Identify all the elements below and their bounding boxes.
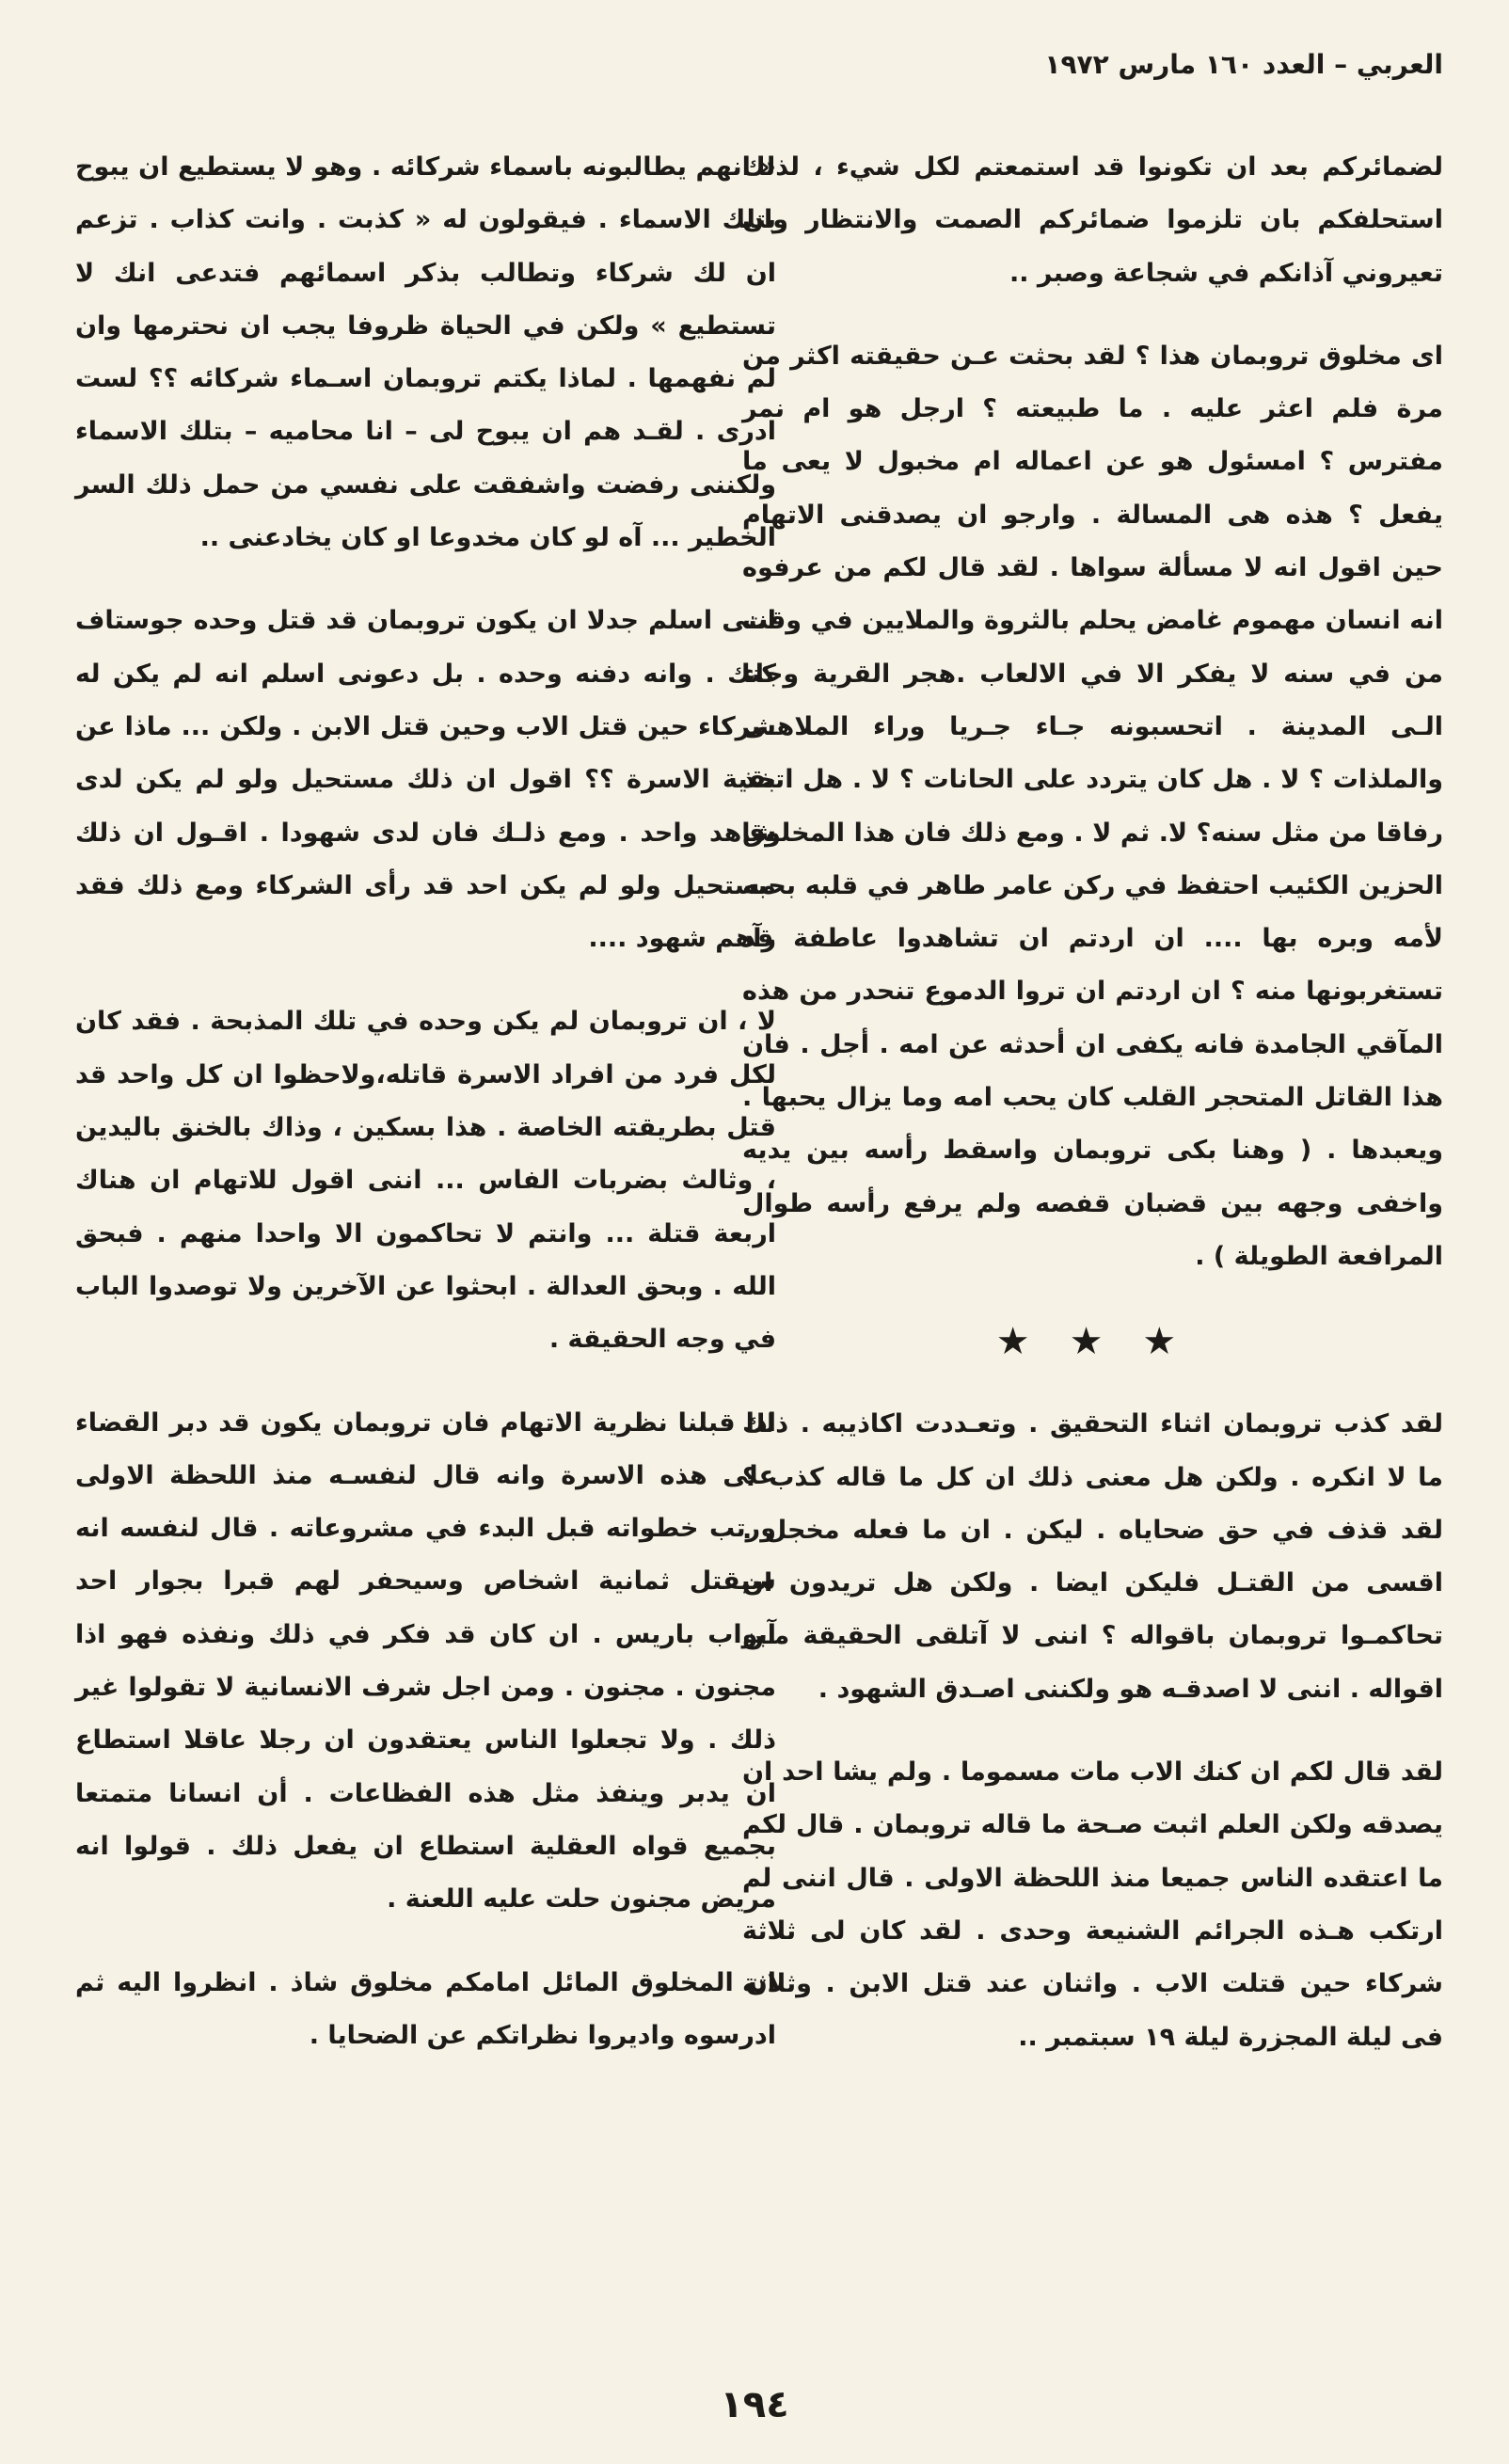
paragraph: لضمائركم بعد ان تكونوا قد استمعتم لكل شيء ، لذلك استحلفكم بان تلزموا ضمائركم الصمت والانتظار وان تعيروني آذانكم في شجاعة وصبر .. bbox=[742, 152, 1443, 288]
page-number: ١٩٤ bbox=[720, 2383, 789, 2426]
running-header: العربي – العدد ١٦٠ مارس ١٩٧٢ bbox=[1044, 49, 1443, 80]
paragraph: ان المخلوق المائل امامكم مخلوق شاذ . انظروا اليه ثم ادرسوه واديروا نظراتكم عن الضحايا . bbox=[75, 1967, 776, 2050]
paragraph: لقد قال لكم ان كنك الاب مات مسموما . ولم يشا احد ان يصدقه ولكن العلم اثبت صـحة ما قاله تروبمان . قال لكم ما اعتقده الناس جميعا منذ اللحظة الاولى . قال اننى لم ارتكب هـذه الجرائم الشنيعة وحدى . لقد كان لى ثلاثة شركاء حين قتلت الاب . واثنان عند قتل الابن . وثلاثة فى ليلة المجزرة ليلة ١٩ سبتمبر .. bbox=[742, 1757, 1443, 2052]
paragraph: اننى اسلم جدلا ان يكون تروبمان قد قتل وحده جوستاف كنك . وانه دفنه وحده . بل دعونى اسلم انه لم يكن له شركاء حين قتل الاب وحين قتل الابن . ولكن ... ماذا عن بقية الاسرة ؟؟ اقول ان ذلك مستحيل ولو لم يكن لدى شاهد واحد . ومع ذلـك فان لدى شهودا . اقـول ان ذلك مستحيل ولو لم يكن احد قد رأى الشركاء ومع ذلك فقد رآهم شهود .... bbox=[75, 606, 776, 954]
paragraph: اى مخلوق تروبمان هذا ؟ لقد بحثت عـن حقيقته اكثر من مرة فلم اعثر عليه . ما طبيعته ؟ ارجل هو ام نمر مفترس ؟ امسئول هو عن اعماله ام مخبول لا يعى ما يفعل ؟ هذه هى المسالة . وارجو ان يصدقنى الاتهام حين اقول انه لا مسألة سواها . لقد قال لكم من عرفوه انه انسان مهموم غامض يحلم بالثروة والملايين في وقت من في سنه لا يفكر الا في الالعاب .هجر القرية وجاء الـى المدينة . اتحسبونه جـاء جـريا وراء الملاهـى والملذات ؟ لا . هل كان يتردد على الحانات ؟ لا . هل اتخذ رفاقا من مثل سنه؟ لا. ثم لا . ومع ذلك فان هذا المخلوق الحزين الكئيب احتفظ في ركن عامر طاهر في قلبه بحبه لأمه وبره بها .... ان اردتم ان تشاهدوا عاطفة قد تستغربونها منه ؟ ان اردتم ان تروا الدموع تنحدر من هذه المآقي الجامدة فانه يكفى ان أحدثه عن امه . أجل . فان هذا القاتل المتحجر القلب كان يحب امه وما يزال يحبها . ويعبدها . ( وهنا بكى تروبمان واسقط رأسه بين يديه واخفى وجهه بين قضبان قفصه ولم يرفع رأسه طوال المرافعة الطويلة ) . bbox=[742, 341, 1443, 1271]
section-separator: ★ ★ ★ bbox=[995, 1320, 1190, 1364]
paragraph: لقد كذب تروبمان اثناء التحقيق . وتعـددت اكاذيبه . ذلك ما لا انكره . ولكن هل معنى ذلك ان كل ما قاله كذب ؟ لقد قذف في حق ضحاياه . ليكن . ان ما فعله مخجل . اقسى من القتـل فليكن ايضا . ولكن هل تريدون ان تحاكمـوا تروبمان باقواله ؟ اننى لا آتلقى الحقيقة مـن اقواله . اننى لا اصدقـه هو ولكننى اصـدق الشهود . bbox=[742, 1409, 1443, 1704]
paragraph: لا ، ان تروبمان لم يكن وحده في تلك المذبحة . فقد كان لكل فرد من افراد الاسرة قاتله،ولاحظوا ان كل واحد قد قتل بطريقته الخاصة . هذا بسكين ، وذاك بالخنق باليدين ، وثالث بضربات الفاس ... اننى اقول للاتهام ان هناك اربعة قتلة ... وانتم لا تحاكمون الا واحدا منهم . فبحق الله . وبحق العدالة . ابحثوا عن الآخرين ولا توصدوا الباب في وجه الحقيقة . bbox=[75, 1007, 776, 1355]
right-column bbox=[742, 141, 1443, 2094]
left-column bbox=[75, 141, 776, 2092]
paragraph: اذا قبلنا نظرية الاتهام فان تروبمان يكون قد دبر القضاء على هذه الاسرة وانه قال لنفسـه منذ اللحظة الاولى ورتب خطواته قبل البدء في مشروعاته . قال لنفسه انه سيقتل ثمانية اشخاص وسيحفر لهم قبرا بجوار احد آبواب باريس . ان كان قد فكر في ذلك ونفذه فهو اذا مجنون . مجنون . ومن اجل شرف الانسانية لا تقولوا غير ذلك . ولا تجعلوا الناس يعتقدون ان رجلا عاقلا استطاع ان يدبر وينفذ مثل هذه الفظاعات . أن انسانا متمتعا بجميع قواه العقلية استطاع ان يفعل ذلك . قولوا انه مريض مجنون حلت عليه اللعنة . bbox=[75, 1407, 776, 1915]
paragraph: « انهم يطالبونه باسماء شركائه . وهو لا يستطيع ان يبوح بتلك الاسماء . فيقولون له « كذبت . وانت كذاب . تزعم ان لك شركاء وتطالب بذكر اسمائهم فتدعى انك لا تستطيع » ولكن في الحياة ظروفا يجب ان نحترمها وان لم نفهمها . لماذا يكتم تروبمان اسـماء شركائه ؟؟ لست ادرى . لقـد هم ان يبوح لى – انا محاميه – بتلك الاسماء ولكننى رفضت واشفقت على نفسي من حمل ذلك السر الخطير ... آه لو كان مخدوعا او كان يخادعنى .. bbox=[75, 152, 776, 553]
